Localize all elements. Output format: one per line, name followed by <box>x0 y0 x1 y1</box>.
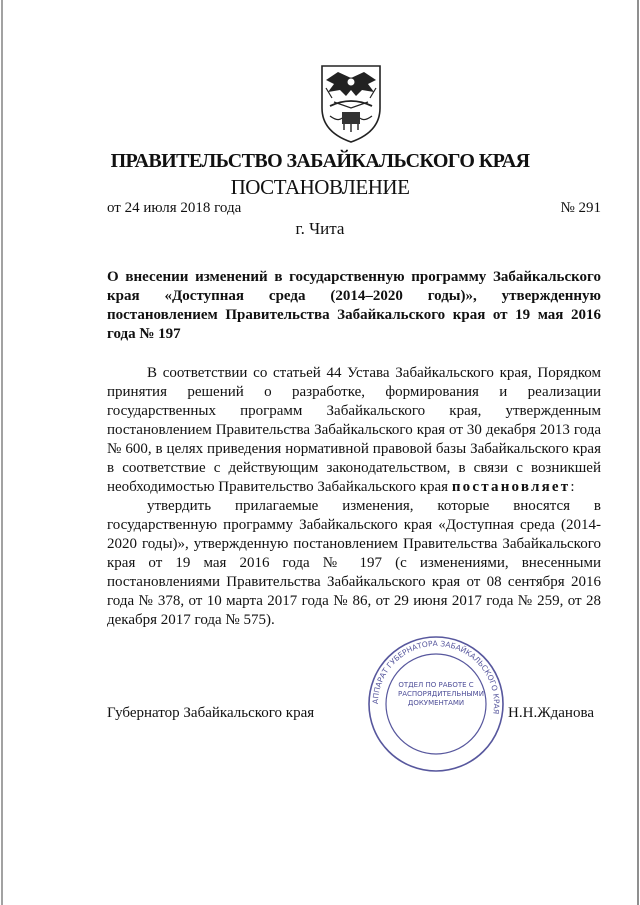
decree-colon: : <box>570 479 575 495</box>
stamp-inner-text: ОТДЕЛ ПО РАБОТЕ С РАСПОРЯДИТЕЛЬНЫМИ ДОКУМЕНТАМИ <box>398 681 484 707</box>
signatory-name: Н.Н.Жданова <box>508 705 594 721</box>
document-subject: О внесении изменений в государственную программу Забайкальского края «Доступная среда (2014–2020 годы)», утвержденную постановлением Правительства Забайкальского края от 19 мая 2016 года № 197 <box>107 269 601 342</box>
document-date: от 24 июля 2018 года <box>107 200 242 216</box>
stamp-outer-text: АППАРАТ ГУБЕРНАТОРА ЗАБАЙКАЛЬСКОГО КРАЯ <box>370 638 502 715</box>
official-stamp <box>366 633 506 775</box>
signatory-title: Губернатор Забайкальского края <box>107 705 315 721</box>
body-paragraph: утвердить прилагаемые изменения, которые вносятся в государственную программу Забайкальского края «Доступная среда (2014-2020 годы)», утвержденную постановлением Правительства Забайкальского края от 19 мая 2016 года № 197 (с изменениями, внесенными постановлениями Правительства Забайкальского края от 08 сентября 2016 года № 378, от 10 марта 2017 года № 86, от 29 июня 2017 года № 259, от 28 декабря 2017 года № 575). <box>107 498 601 628</box>
coat-of-arms-emblem <box>316 60 386 144</box>
body-paragraph <box>107 364 601 497</box>
document-city: г. Чита <box>295 219 345 238</box>
organization-title: ПРАВИТЕЛЬСТВО ЗАБАЙКАЛЬСКОГО КРАЯ <box>110 150 530 172</box>
document-number: № 291 <box>560 200 601 216</box>
body-paragraph-text: В соответствии со статьей 44 Устава Забайкальского края, Порядком принятия решений о разработке, формирования и реализации государственных программ Забайкальского края, утвержденным постановлением Правительства Забайкальского края от 30 декабря 2013 года № 600, в целях приведения нормативной правовой базы Забайкальского края в соответствие с действующим законодательством, в связи с возникшей необходимостью Правительство Забайкальского края <box>107 365 601 495</box>
scan-edge-right <box>637 0 639 905</box>
scan-edge-left <box>1 0 3 905</box>
decree-word: постановляет <box>451 479 571 495</box>
document-type: ПОСТАНОВЛЕНИЕ <box>230 175 410 199</box>
document-body <box>107 364 601 630</box>
